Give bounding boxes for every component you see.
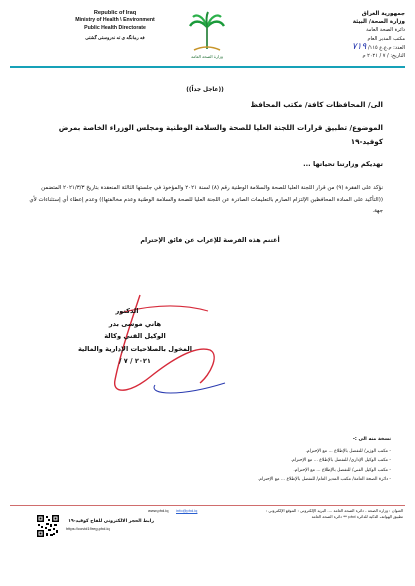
palm-tree-icon [190,12,224,50]
header-date-label: التاريخ: [390,53,405,60]
footer-address: العنوان : وزارة الصحة - دائرة الصحة العامة .... البريد الإلكتروني : [297,508,403,513]
body-paragraph: نؤكد على الفقرة (٩) من قرار اللجنة العليا للصحة والسلامة الوطنية رقم (٨) لسنة ٢٠٢١ والمؤخوذ في جلستها الثالثة المنعقدة بتاريخ ٢٠٢١/٣/٣ المتضمن ((التأكيد على السادة المحافظين الإلتزام الصارم بالتعليمات الصادرة عن اللجنة العليا للصحة والسلامة الوطنية وعدم مخالفتها)) وعدم إعطاء أي إستثناءات لأي جهة. [29,185,383,214]
header-en-line4: فه رمانگه ى ته ندروستى گشتى [85,35,145,41]
signature-date: ٢٠٢١ / ٧ / [119,357,151,366]
header-ar-line3: دائرة الصحة العامة [366,27,405,34]
reference-number-handwritten: ٧١٩ [351,41,367,52]
signatory-role: الوكيل الفني وكالة [104,332,166,341]
recipient-line: الى/ المحافظات كافة/ مكتب المحافظ [250,100,383,109]
copy-recipient: - دائرة الصحة العامة/ مكتب المدير العام/ للتفضل بالإطلاع ... مع الإحترام. [257,476,391,482]
header-date-value: / ٧ / ٢٠٢١ م [362,53,389,60]
footer-site-label: الموقع الإلكتروني : [265,508,297,513]
footer-divider [10,505,405,506]
signatory-name: هاني موسى بدر [108,319,162,328]
footer-app-line: تطبيق الهواتف الذكية للدائرة phd ** دائرة الصحة العامة [311,513,403,519]
header-ar-line4: مكتب المدير العام [367,35,405,42]
closing-respect-line: أغتنم هذه الفرصة للإعراب عن فائق الإحترام [140,236,280,244]
header-date [285,52,405,60]
registration-label: رابط الحجز الالكتروني للقاح كوفيد-١٩ [68,519,154,524]
vaccine-registration [66,518,154,532]
signature-block [50,305,220,368]
signature-title: الدكتور [115,307,139,315]
header-english [50,10,180,42]
header-arabic [285,10,405,60]
qr-code-icon[interactable] [36,514,60,538]
ministry-seal-logo [184,9,230,61]
signatory-authority: المخول بالصلاحيات الإدارية والمالية [77,344,193,353]
header-en-line2: Ministry of Health \ Environment [75,17,155,24]
subject-line: الموضوع/ تطبيق قرارات اللجنة العليا للصحة والسلامة الوطنية ومجلس الوزراء الخاصة بمرض كوفيد-١٩ [58,123,383,146]
header-divider [10,66,405,68]
header-ar-line2: وزارة الصحة/ البيئة [352,19,405,26]
copies-heading: نسخة منه الى :- [352,437,391,442]
header-ar-line1: جمهورية العراق [361,11,405,17]
copies-list [131,447,391,484]
registration-url-link[interactable]: https://covid19reg.phd.iq [66,526,110,531]
copy-recipient: - مكتب الوكيل الفني/ للتفضل بالإطلاع ... مع الإحترام. [293,467,391,473]
urgent-marker: ((عاجل جداً)) [186,87,224,93]
copy-recipient: - مكتب الوكيل الإداري/ للتفضل بالإطلاع ... مع الإحترام. [290,458,391,464]
greeting-line: تهديكم وزارتنا تحياتها ... [303,160,383,168]
footer-website-link[interactable]: www.phd.iq [148,508,169,513]
reference-number [285,43,405,52]
copy-recipient: - مكتب الوزير/ للتفضل بالإطلاع ... مع الإحترام. [305,449,391,454]
header-en-line1: Republic of Iraq [93,10,137,16]
reference-number-label: العدد: م.ع.ع ١١٥/ [367,44,405,51]
seal-caption: وزارة الصحة العامة [191,54,223,59]
footer-email-link[interactable]: info@phd.iq [176,508,198,513]
header-en-line3: Public Health Directorate [84,24,146,31]
